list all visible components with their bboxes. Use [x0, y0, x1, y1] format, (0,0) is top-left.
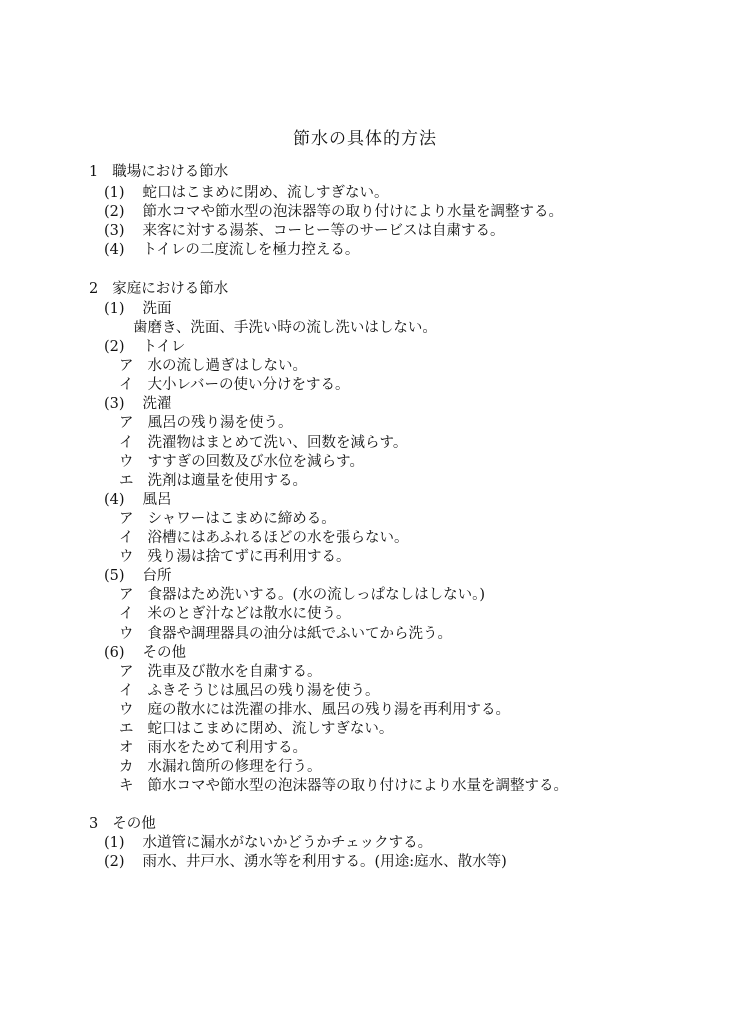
- sub-text: 庭の散水には洗濯の排水、風呂の残り湯を再利用する。: [147, 701, 510, 718]
- item-text: 台所: [142, 568, 172, 585]
- sub-text: シャワーはこまめに締める。: [147, 510, 336, 527]
- item-text: 雨水、井戸水、湧水等を利用する。(用途:庭水、散水等): [142, 854, 507, 870]
- sub-kana: イ: [119, 682, 134, 699]
- list-item: [104, 644, 186, 663]
- list-item: [104, 395, 172, 414]
- sub-text: 残り湯は捨てずに再利用する。: [147, 549, 351, 566]
- sub-item: [119, 548, 351, 567]
- item-text: 風呂: [142, 491, 172, 508]
- list-item: [104, 834, 432, 853]
- sub-text: 水の流し過ぎはしない。: [147, 358, 307, 375]
- list-item: [104, 491, 172, 510]
- section-1-heading: [89, 163, 228, 182]
- list-item: [104, 184, 388, 203]
- item-label: (2): [104, 854, 125, 870]
- sub-kana: イ: [119, 606, 134, 623]
- sub-item: [119, 625, 452, 644]
- sub-text: ふきそうじは風呂の残り湯を使う。: [147, 682, 380, 699]
- sub-text: すすぎの回数及び水位を減らす。: [147, 453, 364, 470]
- sub-item: [119, 701, 510, 720]
- sub-item: [119, 510, 336, 529]
- sub-kana: ウ: [119, 453, 134, 470]
- sub-kana: ウ: [119, 625, 134, 642]
- sub-item: [119, 720, 393, 739]
- sub-text: 節水コマや節水型の泡沫器等の取り付けにより水量を調整する。: [147, 778, 568, 795]
- sub-kana: ウ: [119, 549, 134, 566]
- sub-text: 食器や調理器具の油分は紙でふいてから洗う。: [147, 625, 452, 642]
- item-label: (2): [104, 204, 125, 220]
- sub-kana: ア: [119, 587, 134, 604]
- sub-text: 洗剤は適量を使用する。: [147, 472, 307, 489]
- item-text: 洗濯: [142, 396, 172, 413]
- sub-item: [119, 586, 485, 605]
- sub-text: 大小レバーの使い分けをする。: [147, 377, 350, 394]
- item-note: 歯磨き、洗面、手洗い時の流し洗いはしない。: [133, 320, 437, 336]
- sub-kana: ア: [119, 415, 134, 432]
- section-heading: 職場における節水: [112, 164, 229, 180]
- item-label: (4): [104, 242, 125, 258]
- sub-item: [119, 414, 293, 433]
- section-number: 3: [89, 816, 99, 832]
- section-3-heading: [89, 815, 156, 834]
- item-text: 洗面: [142, 301, 172, 317]
- item-text: 節水コマや節水型の泡沫器等の取り付けにより水量を調整する。: [142, 204, 564, 220]
- list-item: [104, 567, 172, 586]
- sub-item: [119, 739, 307, 758]
- sub-text: 雨水をためて利用する。: [147, 740, 307, 757]
- item-text: トイレ: [142, 339, 186, 355]
- item-label: (4): [104, 491, 125, 508]
- sub-item: [119, 777, 568, 796]
- item-text: 水道管に漏水がないかどうかチェックする。: [142, 835, 433, 851]
- item-text: トイレの二度流しを極力控える。: [142, 242, 360, 258]
- item-text: その他: [142, 644, 187, 661]
- item-label: (3): [104, 223, 125, 239]
- sub-item: [119, 682, 380, 701]
- item-label: (1): [104, 835, 125, 851]
- item-label: (1): [104, 185, 125, 201]
- sub-kana: カ: [119, 759, 134, 776]
- sub-kana: イ: [119, 434, 134, 451]
- sub-kana: ア: [119, 663, 134, 680]
- sub-kana: ア: [119, 358, 134, 375]
- section-heading: 家庭における節水: [112, 281, 229, 297]
- list-item: [104, 241, 359, 260]
- sub-kana: イ: [119, 530, 134, 546]
- sub-text: 水漏れ箇所の修理を行う。: [147, 759, 322, 776]
- list-item: [104, 338, 185, 357]
- item-label: (5): [104, 568, 125, 585]
- sub-item: [119, 758, 322, 777]
- sub-text: 洗濯物はまとめて洗い、回数を減らす。: [147, 434, 408, 451]
- item-label: (6): [104, 644, 125, 661]
- sub-kana: エ: [119, 472, 134, 489]
- section-number: 1: [89, 164, 99, 180]
- section-heading: その他: [112, 816, 156, 832]
- sub-text: 浴槽にはあふれるほどの水を張らない。: [147, 530, 409, 546]
- sub-item: [119, 605, 351, 624]
- sub-item: [119, 357, 307, 376]
- item-label: (2): [104, 339, 125, 355]
- sub-kana: オ: [119, 740, 134, 757]
- sub-item: [119, 663, 322, 682]
- list-item: [104, 853, 507, 872]
- sub-item: [119, 453, 364, 472]
- item-text: 蛇口はこまめに閉め、流しすぎない。: [142, 185, 389, 201]
- sub-text: 食器はため洗いする。(水の流しっぱなしはしない。): [147, 587, 486, 604]
- page-title: 節水の具体的方法: [293, 129, 437, 149]
- sub-item: [119, 434, 407, 453]
- sub-item: [119, 376, 349, 395]
- sub-kana: ア: [119, 510, 134, 527]
- sub-kana: キ: [119, 778, 134, 795]
- list-item: [104, 300, 172, 319]
- sub-text: 米のとぎ汁などは散水に使う。: [147, 606, 351, 623]
- sub-text: 風呂の残り湯を使う。: [147, 415, 293, 432]
- item-text: 来客に対する湯茶、コーヒー等のサービスは自粛する。: [142, 223, 505, 239]
- item-note-line: [133, 319, 437, 338]
- list-item: [104, 222, 504, 241]
- sub-kana: イ: [119, 377, 134, 394]
- sub-item: [119, 472, 307, 491]
- sub-text: 洗車及び散水を自粛する。: [147, 663, 322, 680]
- item-label: (1): [104, 301, 125, 317]
- sub-kana: エ: [119, 721, 134, 737]
- section-number: 2: [89, 281, 99, 297]
- sub-item: [119, 529, 409, 548]
- sub-kana: ウ: [119, 701, 134, 718]
- list-item: [104, 203, 563, 222]
- section-2-heading: [89, 280, 228, 299]
- item-label: (3): [104, 396, 125, 413]
- sub-text: 蛇口はこまめに閉め、流しすぎない。: [147, 721, 394, 737]
